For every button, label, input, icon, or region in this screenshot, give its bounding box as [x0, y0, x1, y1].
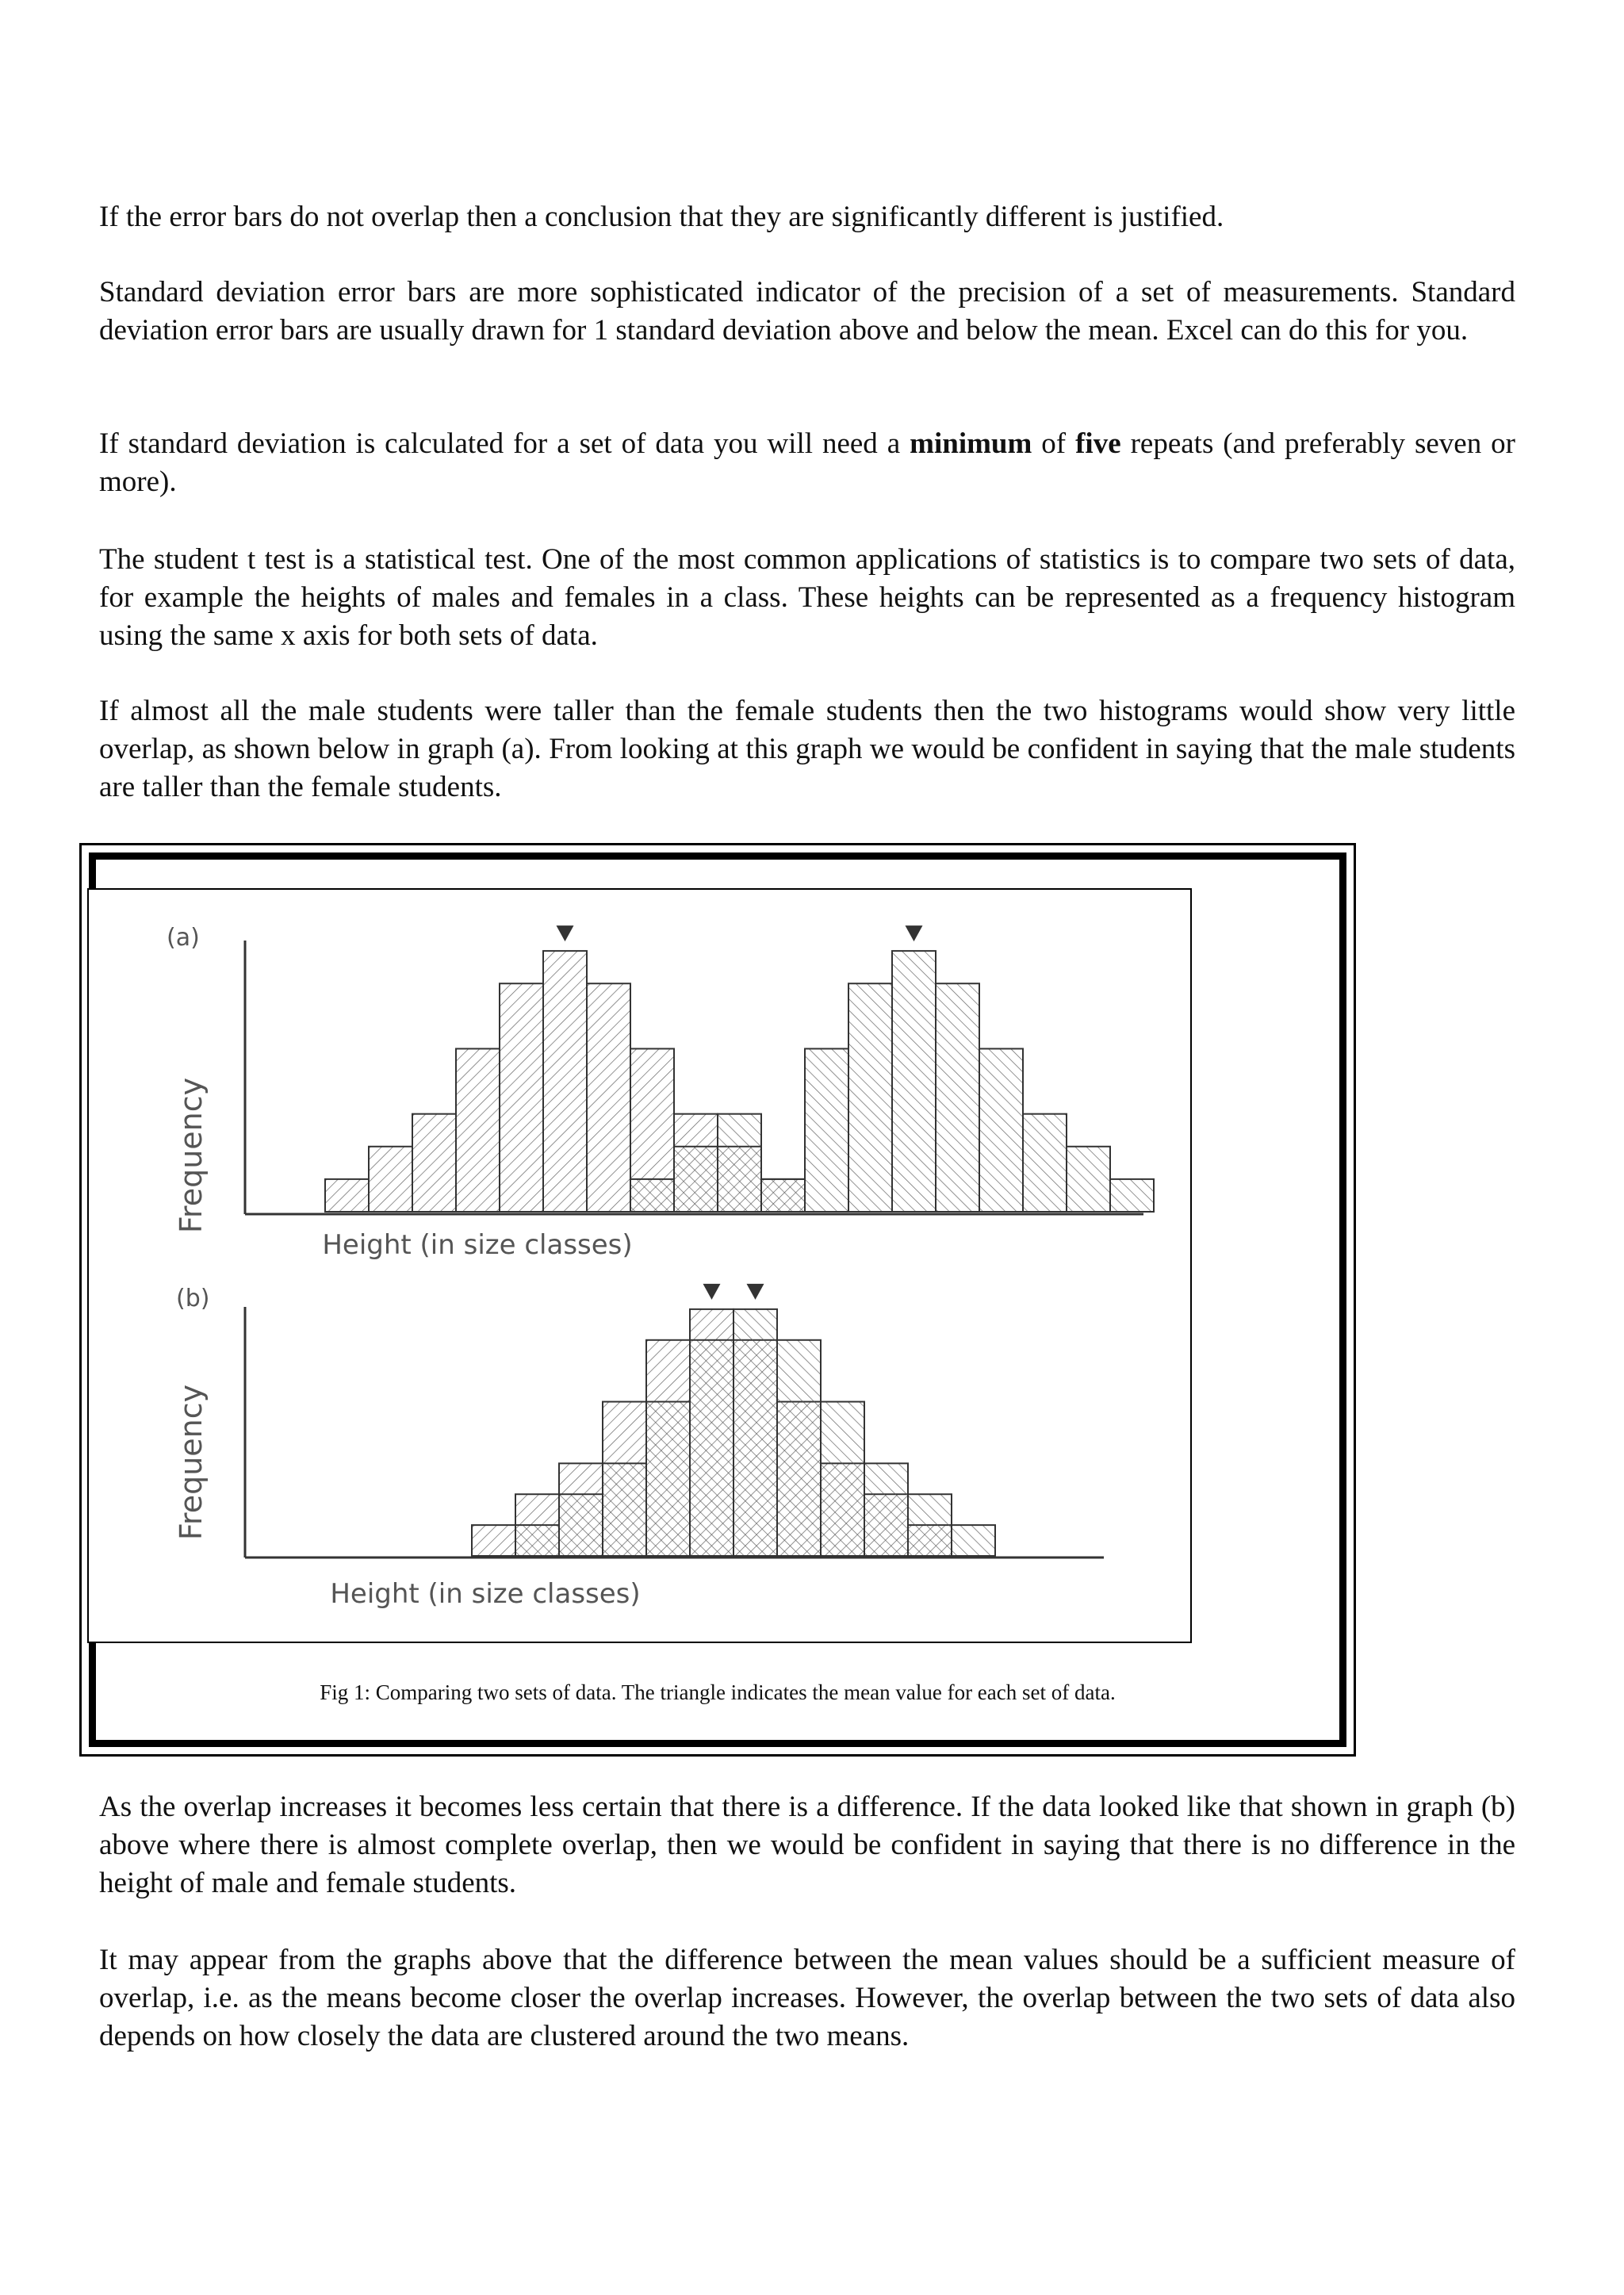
- histogram-figure: [89, 890, 1190, 1642]
- histogram-chart-a: [167, 924, 1154, 1261]
- bar-a-s1-7: [587, 983, 630, 1212]
- paragraph-mean-values: It may appear from the graphs above that the difference between the mean values should be a sufficient measure of overlap, i.e. as the means become closer the overlap increases. However, the overlap between the two sets of data also depends on how closely the data are clustered around the two means.: [99, 1944, 1515, 2052]
- figure-panel: [87, 888, 1192, 1643]
- bar-a-s2-15: [936, 983, 979, 1212]
- ylabel-b: Frequency: [174, 1384, 209, 1541]
- bar-a-s2-11: [761, 1179, 805, 1212]
- minimum-bold: minimum: [910, 427, 1032, 460]
- bar-a-s1-4: [456, 1048, 500, 1212]
- bar-b-s2-10: [864, 1463, 908, 1556]
- bar-b-s2-11: [908, 1494, 952, 1556]
- xlabel-b: Height (in size classes): [330, 1578, 641, 1610]
- paragraph-standard-deviation: Standard deviation error bars are more sophisticated indicator of the precision of a set of measurements. Standard deviation error bars are usually drawn for 1 standard deviation above and below the mean. Excel can do this for you.: [99, 276, 1515, 347]
- bar-a-s2-13: [848, 983, 892, 1212]
- five-bold: five: [1075, 427, 1121, 460]
- repeats-text-e: repeats (and preferably seven or more).: [99, 427, 1515, 498]
- bar-a-s1-2: [369, 1147, 412, 1212]
- bar-a-s2-16: [979, 1048, 1023, 1212]
- bar-b-s2-9: [821, 1402, 864, 1556]
- bar-b-s2-5: [646, 1402, 690, 1556]
- bar-a-s1-3: [412, 1114, 456, 1212]
- bar-b-s1-1: [472, 1525, 515, 1556]
- bar-a-s2-17: [1023, 1114, 1067, 1212]
- bar-b-s2-3: [559, 1494, 603, 1556]
- bar-b-s2-7: [733, 1309, 777, 1556]
- bar-b-s2-6: [690, 1340, 733, 1556]
- paragraph-error-bars: If the error bars do not overlap then a conclusion that they are significantly different is justified.: [99, 201, 1224, 233]
- bar-a-s2-14: [892, 951, 936, 1212]
- xlabel-a: Height (in size classes): [322, 1229, 633, 1261]
- mean-marker-b-2: [747, 1284, 764, 1300]
- bar-a-s2-18: [1067, 1147, 1110, 1212]
- bar-a-s2-8: [630, 1179, 674, 1212]
- mean-marker-b-1: [703, 1284, 721, 1300]
- repeats-text-a: If standard deviation is calculated for a set of data you will need a: [99, 427, 910, 460]
- panel-label-b: (b): [176, 1285, 210, 1312]
- paragraph-overlap-increases: As the overlap increases it becomes less certain that there is a difference. If the data looked like that shown in graph (b) above where there is almost complete overlap, then we would be confident in saying that there is no difference in the height of male and female students.: [99, 1791, 1515, 1899]
- bar-a-s2-9: [674, 1147, 718, 1212]
- paragraph-little-overlap: If almost all the male students were taller than the female students then the two histograms would show very little overlap, as shown below in graph (a). From looking at this graph we would be confident in saying that the male students are taller than the female students.: [99, 695, 1515, 803]
- bar-a-s1-5: [500, 983, 543, 1212]
- bar-a-s2-19: [1110, 1179, 1154, 1212]
- bar-b-s2-8: [777, 1340, 821, 1556]
- bar-b-s2-4: [603, 1463, 646, 1556]
- figure-caption: Fig 1: Comparing two sets of data. The triangle indicates the mean value for each set of data.: [320, 1680, 1116, 1704]
- panel-label-a: (a): [167, 924, 200, 952]
- bar-a-s2-10: [718, 1114, 761, 1212]
- repeats-text-c: of: [1032, 427, 1076, 460]
- ylabel-a: Frequency: [174, 1077, 209, 1234]
- bar-b-s2-12: [952, 1525, 995, 1556]
- bar-a-s1-1: [325, 1179, 369, 1212]
- bar-a-s1-6: [543, 951, 587, 1212]
- bar-b-s2-2: [515, 1525, 559, 1556]
- mean-marker-a-1: [557, 925, 574, 941]
- paragraph-t-test: The student t test is a statistical test. One of the most common applications of statistics is to compare two sets of data, for example the heights of males and females in a class. These heights can be represented as a frequency histogram using the same x axis for both sets of data.: [99, 543, 1515, 652]
- paragraph-repeats: [99, 425, 1515, 501]
- histogram-chart-b: [174, 1284, 1104, 1610]
- mean-marker-a-2: [906, 925, 923, 941]
- bar-a-s2-12: [805, 1048, 848, 1212]
